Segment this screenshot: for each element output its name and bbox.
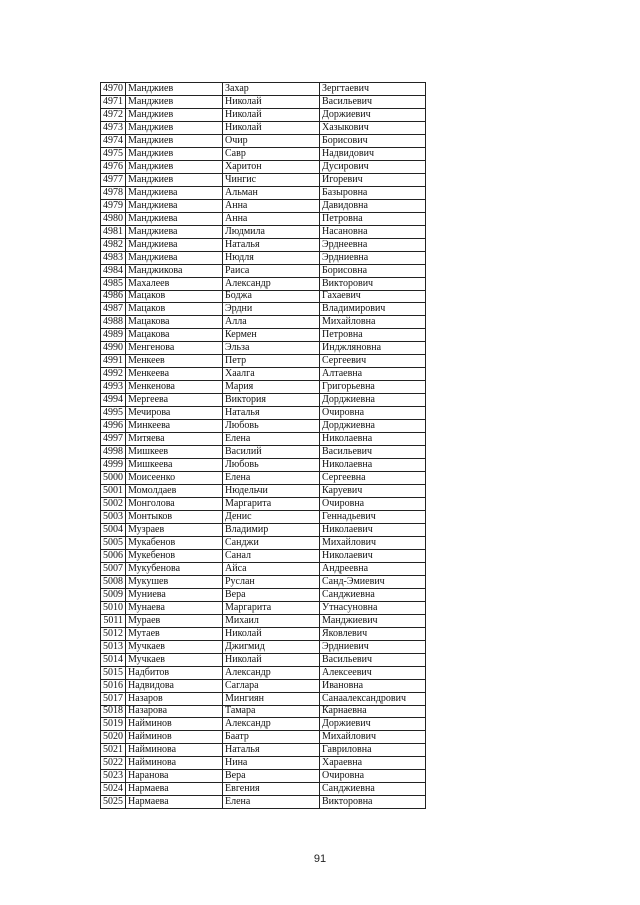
- last-name-cell: Мацакова: [126, 316, 223, 329]
- last-name-cell: Менкеев: [126, 355, 223, 368]
- patronymic-cell: Борисович: [320, 134, 426, 147]
- patronymic-cell: Манджиевич: [320, 614, 426, 627]
- last-name-cell: Мучкаев: [126, 653, 223, 666]
- first-name-cell: Нюдля: [223, 251, 320, 264]
- row-number-cell: 4997: [101, 433, 126, 446]
- last-name-cell: Монголова: [126, 498, 223, 511]
- row-number-cell: 4983: [101, 251, 126, 264]
- table-row: [101, 186, 426, 199]
- patronymic-cell: Эрдниевна: [320, 251, 426, 264]
- row-number-cell: 4982: [101, 238, 126, 251]
- first-name-cell: Захар: [223, 83, 320, 96]
- last-name-cell: Найминов: [126, 718, 223, 731]
- first-name-cell: Алла: [223, 316, 320, 329]
- last-name-cell: Менгенова: [126, 342, 223, 355]
- table-row: [101, 588, 426, 601]
- patronymic-cell: Инджляновна: [320, 342, 426, 355]
- last-name-cell: Найминов: [126, 731, 223, 744]
- patronymic-cell: Доржиевич: [320, 718, 426, 731]
- patronymic-cell: Николаевна: [320, 459, 426, 472]
- patronymic-cell: Санджиевна: [320, 783, 426, 796]
- row-number-cell: 5000: [101, 472, 126, 485]
- row-number-cell: 5015: [101, 666, 126, 679]
- last-name-cell: Манджиев: [126, 108, 223, 121]
- row-number-cell: 5016: [101, 679, 126, 692]
- first-name-cell: Любовь: [223, 459, 320, 472]
- last-name-cell: Найминова: [126, 757, 223, 770]
- first-name-cell: Нина: [223, 757, 320, 770]
- table-row: [101, 796, 426, 809]
- table-row: [101, 108, 426, 121]
- patronymic-cell: Санд-Эмиевич: [320, 575, 426, 588]
- patronymic-cell: Васильевич: [320, 446, 426, 459]
- first-name-cell: Денис: [223, 510, 320, 523]
- table-row: [101, 666, 426, 679]
- row-number-cell: 5018: [101, 705, 126, 718]
- first-name-cell: Николай: [223, 627, 320, 640]
- last-name-cell: Менкеева: [126, 368, 223, 381]
- patronymic-cell: Петровна: [320, 329, 426, 342]
- row-number-cell: 4978: [101, 186, 126, 199]
- first-name-cell: Василий: [223, 446, 320, 459]
- first-name-cell: Александр: [223, 666, 320, 679]
- last-name-cell: Манджикова: [126, 264, 223, 277]
- table-row: [101, 225, 426, 238]
- last-name-cell: Манджиев: [126, 134, 223, 147]
- table-row: [101, 653, 426, 666]
- row-number-cell: 5025: [101, 796, 126, 809]
- patronymic-cell: Васильевич: [320, 653, 426, 666]
- patronymic-cell: Давидовна: [320, 199, 426, 212]
- page-number: 91: [313, 853, 327, 865]
- last-name-cell: Манджиева: [126, 212, 223, 225]
- last-name-cell: Мацакова: [126, 329, 223, 342]
- patronymic-cell: Михайлович: [320, 731, 426, 744]
- first-name-cell: Михаил: [223, 614, 320, 627]
- row-number-cell: 5011: [101, 614, 126, 627]
- patronymic-cell: Насановна: [320, 225, 426, 238]
- last-name-cell: Моисеенко: [126, 472, 223, 485]
- last-name-cell: Мукебенов: [126, 549, 223, 562]
- row-number-cell: 4993: [101, 381, 126, 394]
- last-name-cell: Мукушев: [126, 575, 223, 588]
- last-name-cell: Манджиев: [126, 121, 223, 134]
- first-name-cell: Нюдельчи: [223, 485, 320, 498]
- first-name-cell: Баатр: [223, 731, 320, 744]
- row-number-cell: 5010: [101, 601, 126, 614]
- first-name-cell: Николай: [223, 121, 320, 134]
- table-row: [101, 316, 426, 329]
- patronymic-cell: Сергеевна: [320, 472, 426, 485]
- patronymic-cell: Николаевна: [320, 433, 426, 446]
- table-row: [101, 342, 426, 355]
- row-number-cell: 4975: [101, 147, 126, 160]
- row-number-cell: 4973: [101, 121, 126, 134]
- last-name-cell: Манджиев: [126, 83, 223, 96]
- first-name-cell: Николай: [223, 108, 320, 121]
- patronymic-cell: Васильевич: [320, 95, 426, 108]
- last-name-cell: Мечирова: [126, 407, 223, 420]
- table-row: [101, 264, 426, 277]
- first-name-cell: Александр: [223, 718, 320, 731]
- first-name-cell: Николай: [223, 95, 320, 108]
- last-name-cell: Мишкеева: [126, 459, 223, 472]
- last-name-cell: Мукубенова: [126, 562, 223, 575]
- last-name-cell: Мергеева: [126, 394, 223, 407]
- last-name-cell: Менкенова: [126, 381, 223, 394]
- row-number-cell: 4976: [101, 160, 126, 173]
- patronymic-cell: Геннадьевич: [320, 510, 426, 523]
- table-row: [101, 355, 426, 368]
- table-row: [101, 744, 426, 757]
- last-name-cell: Момолдаев: [126, 485, 223, 498]
- patronymic-cell: Гахаевич: [320, 290, 426, 303]
- first-name-cell: Джигмид: [223, 640, 320, 653]
- first-name-cell: Наталья: [223, 744, 320, 757]
- row-number-cell: 5017: [101, 692, 126, 705]
- first-name-cell: Евгения: [223, 783, 320, 796]
- table-row: [101, 536, 426, 549]
- table-row: [101, 627, 426, 640]
- table-row: [101, 601, 426, 614]
- patronymic-cell: Очировна: [320, 770, 426, 783]
- patronymic-cell: Григорьевна: [320, 381, 426, 394]
- last-name-cell: Манджиев: [126, 160, 223, 173]
- patronymic-cell: Дусирович: [320, 160, 426, 173]
- table-row: [101, 692, 426, 705]
- patronymic-cell: Владимирович: [320, 303, 426, 316]
- patronymic-cell: Эрднеевна: [320, 238, 426, 251]
- table-row: [101, 433, 426, 446]
- row-number-cell: 4988: [101, 316, 126, 329]
- first-name-cell: Елена: [223, 472, 320, 485]
- patronymic-cell: Алтаевна: [320, 368, 426, 381]
- row-number-cell: 4995: [101, 407, 126, 420]
- table-row: [101, 731, 426, 744]
- row-number-cell: 5022: [101, 757, 126, 770]
- first-name-cell: Мария: [223, 381, 320, 394]
- first-name-cell: Савр: [223, 147, 320, 160]
- table-row: [101, 381, 426, 394]
- last-name-cell: Назаров: [126, 692, 223, 705]
- first-name-cell: Вера: [223, 770, 320, 783]
- last-name-cell: Мунаева: [126, 601, 223, 614]
- row-number-cell: 5004: [101, 523, 126, 536]
- row-number-cell: 5019: [101, 718, 126, 731]
- table-row: [101, 718, 426, 731]
- last-name-cell: Манджиева: [126, 238, 223, 251]
- last-name-cell: Манджиев: [126, 95, 223, 108]
- row-number-cell: 4996: [101, 420, 126, 433]
- last-name-cell: Найминова: [126, 744, 223, 757]
- first-name-cell: Эрдни: [223, 303, 320, 316]
- table-row: [101, 523, 426, 536]
- row-number-cell: 5024: [101, 783, 126, 796]
- first-name-cell: Харитон: [223, 160, 320, 173]
- table-row: [101, 147, 426, 160]
- last-name-cell: Нармаева: [126, 783, 223, 796]
- row-number-cell: 5003: [101, 510, 126, 523]
- first-name-cell: Людмила: [223, 225, 320, 238]
- table-row: [101, 407, 426, 420]
- last-name-cell: Монтыков: [126, 510, 223, 523]
- table-row: [101, 83, 426, 96]
- last-name-cell: Муниева: [126, 588, 223, 601]
- first-name-cell: Кермен: [223, 329, 320, 342]
- patronymic-cell: Дорджиевна: [320, 394, 426, 407]
- row-number-cell: 4981: [101, 225, 126, 238]
- table-row: [101, 783, 426, 796]
- patronymic-cell: Алексеевич: [320, 666, 426, 679]
- table-row: [101, 614, 426, 627]
- table-row: [101, 472, 426, 485]
- row-number-cell: 5002: [101, 498, 126, 511]
- last-name-cell: Мишкеев: [126, 446, 223, 459]
- row-number-cell: 4992: [101, 368, 126, 381]
- row-number-cell: 4972: [101, 108, 126, 121]
- first-name-cell: Вера: [223, 588, 320, 601]
- patronymic-cell: Гавриловна: [320, 744, 426, 757]
- row-number-cell: 5021: [101, 744, 126, 757]
- last-name-cell: Манджиева: [126, 251, 223, 264]
- patronymic-cell: Базыровна: [320, 186, 426, 199]
- table-row: [101, 705, 426, 718]
- first-name-cell: Очир: [223, 134, 320, 147]
- last-name-cell: Манджиев: [126, 147, 223, 160]
- first-name-cell: Любовь: [223, 420, 320, 433]
- last-name-cell: Митяева: [126, 433, 223, 446]
- first-name-cell: Тамара: [223, 705, 320, 718]
- table-row: [101, 238, 426, 251]
- last-name-cell: Мукабенов: [126, 536, 223, 549]
- patronymic-cell: Викторович: [320, 277, 426, 290]
- row-number-cell: 4980: [101, 212, 126, 225]
- patronymic-cell: Доржиевич: [320, 108, 426, 121]
- row-number-cell: 5023: [101, 770, 126, 783]
- row-number-cell: 5020: [101, 731, 126, 744]
- first-name-cell: Эльза: [223, 342, 320, 355]
- first-name-cell: Наталья: [223, 407, 320, 420]
- last-name-cell: Назарова: [126, 705, 223, 718]
- row-number-cell: 5001: [101, 485, 126, 498]
- row-number-cell: 4998: [101, 446, 126, 459]
- first-name-cell: Боджа: [223, 290, 320, 303]
- first-name-cell: Елена: [223, 796, 320, 809]
- last-name-cell: Мучкаев: [126, 640, 223, 653]
- patronymic-cell: Очировна: [320, 407, 426, 420]
- table-row: [101, 510, 426, 523]
- patronymic-cell: Санаалександрович: [320, 692, 426, 705]
- patronymic-cell: Николаевич: [320, 523, 426, 536]
- first-name-cell: Чингис: [223, 173, 320, 186]
- first-name-cell: Маргарита: [223, 498, 320, 511]
- row-number-cell: 4989: [101, 329, 126, 342]
- patronymic-cell: Карнаевна: [320, 705, 426, 718]
- row-number-cell: 4999: [101, 459, 126, 472]
- table-row: [101, 498, 426, 511]
- row-number-cell: 4987: [101, 303, 126, 316]
- first-name-cell: Елена: [223, 433, 320, 446]
- row-number-cell: 4979: [101, 199, 126, 212]
- patronymic-cell: Петровна: [320, 212, 426, 225]
- last-name-cell: Манджиева: [126, 186, 223, 199]
- first-name-cell: Руслан: [223, 575, 320, 588]
- table-row: [101, 290, 426, 303]
- last-name-cell: Махалеев: [126, 277, 223, 290]
- row-number-cell: 4990: [101, 342, 126, 355]
- row-number-cell: 4974: [101, 134, 126, 147]
- row-number-cell: 5009: [101, 588, 126, 601]
- first-name-cell: Хаалга: [223, 368, 320, 381]
- first-name-cell: Санджи: [223, 536, 320, 549]
- row-number-cell: 4994: [101, 394, 126, 407]
- table-row: [101, 562, 426, 575]
- last-name-cell: Надбитов: [126, 666, 223, 679]
- first-name-cell: Николай: [223, 653, 320, 666]
- patronymic-cell: Ивановна: [320, 679, 426, 692]
- patronymic-cell: Дорджиевна: [320, 420, 426, 433]
- table-row: [101, 757, 426, 770]
- patronymic-cell: Игоревич: [320, 173, 426, 186]
- first-name-cell: Маргарита: [223, 601, 320, 614]
- names-table-body: [101, 83, 426, 809]
- first-name-cell: Айса: [223, 562, 320, 575]
- row-number-cell: 4991: [101, 355, 126, 368]
- table-row: [101, 329, 426, 342]
- last-name-cell: Нармаева: [126, 796, 223, 809]
- table-row: [101, 134, 426, 147]
- table-row: [101, 485, 426, 498]
- last-name-cell: Мураев: [126, 614, 223, 627]
- last-name-cell: Надвидова: [126, 679, 223, 692]
- table-row: [101, 303, 426, 316]
- patronymic-cell: Михайловна: [320, 316, 426, 329]
- patronymic-cell: Викторовна: [320, 796, 426, 809]
- row-number-cell: 5005: [101, 536, 126, 549]
- first-name-cell: Санал: [223, 549, 320, 562]
- patronymic-cell: Зергтаевич: [320, 83, 426, 96]
- first-name-cell: Альман: [223, 186, 320, 199]
- table-row: [101, 640, 426, 653]
- patronymic-cell: Михайлович: [320, 536, 426, 549]
- table-row: [101, 679, 426, 692]
- table-row: [101, 575, 426, 588]
- last-name-cell: Манджиева: [126, 225, 223, 238]
- patronymic-cell: Сергеевич: [320, 355, 426, 368]
- patronymic-cell: Санджиевна: [320, 588, 426, 601]
- row-number-cell: 4984: [101, 264, 126, 277]
- first-name-cell: Петр: [223, 355, 320, 368]
- patronymic-cell: Каруевич: [320, 485, 426, 498]
- last-name-cell: Мацаков: [126, 290, 223, 303]
- last-name-cell: Мутаев: [126, 627, 223, 640]
- table-row: [101, 420, 426, 433]
- table-row: [101, 251, 426, 264]
- patronymic-cell: Хазыкович: [320, 121, 426, 134]
- table-row: [101, 173, 426, 186]
- patronymic-cell: Борисовна: [320, 264, 426, 277]
- last-name-cell: Манджиев: [126, 173, 223, 186]
- row-number-cell: 5007: [101, 562, 126, 575]
- table-row: [101, 199, 426, 212]
- first-name-cell: Владимир: [223, 523, 320, 536]
- patronymic-cell: Яковлевич: [320, 627, 426, 640]
- table-row: [101, 160, 426, 173]
- first-name-cell: Раиса: [223, 264, 320, 277]
- table-row: [101, 95, 426, 108]
- first-name-cell: Саглара: [223, 679, 320, 692]
- first-name-cell: Мингиян: [223, 692, 320, 705]
- row-number-cell: 5012: [101, 627, 126, 640]
- last-name-cell: Музраев: [126, 523, 223, 536]
- patronymic-cell: Очировна: [320, 498, 426, 511]
- row-number-cell: 5006: [101, 549, 126, 562]
- table-row: [101, 459, 426, 472]
- table-row: [101, 121, 426, 134]
- patronymic-cell: Андреевна: [320, 562, 426, 575]
- row-number-cell: 4985: [101, 277, 126, 290]
- first-name-cell: Виктория: [223, 394, 320, 407]
- table-row: [101, 277, 426, 290]
- patronymic-cell: Утнасуновна: [320, 601, 426, 614]
- table-row: [101, 212, 426, 225]
- patronymic-cell: Хараевна: [320, 757, 426, 770]
- first-name-cell: Наталья: [223, 238, 320, 251]
- table-row: [101, 446, 426, 459]
- first-name-cell: Анна: [223, 199, 320, 212]
- first-name-cell: Александр: [223, 277, 320, 290]
- row-number-cell: 4977: [101, 173, 126, 186]
- first-name-cell: Анна: [223, 212, 320, 225]
- last-name-cell: Манджиева: [126, 199, 223, 212]
- last-name-cell: Минкеева: [126, 420, 223, 433]
- patronymic-cell: Эрдниевич: [320, 640, 426, 653]
- row-number-cell: 5008: [101, 575, 126, 588]
- patronymic-cell: Надвидович: [320, 147, 426, 160]
- names-table: [100, 82, 426, 809]
- table-row: [101, 770, 426, 783]
- table-row: [101, 394, 426, 407]
- last-name-cell: Наранова: [126, 770, 223, 783]
- row-number-cell: 5014: [101, 653, 126, 666]
- row-number-cell: 5013: [101, 640, 126, 653]
- table-row: [101, 549, 426, 562]
- last-name-cell: Мацаков: [126, 303, 223, 316]
- patronymic-cell: Николаевич: [320, 549, 426, 562]
- row-number-cell: 4971: [101, 95, 126, 108]
- row-number-cell: 4986: [101, 290, 126, 303]
- row-number-cell: 4970: [101, 83, 126, 96]
- table-row: [101, 368, 426, 381]
